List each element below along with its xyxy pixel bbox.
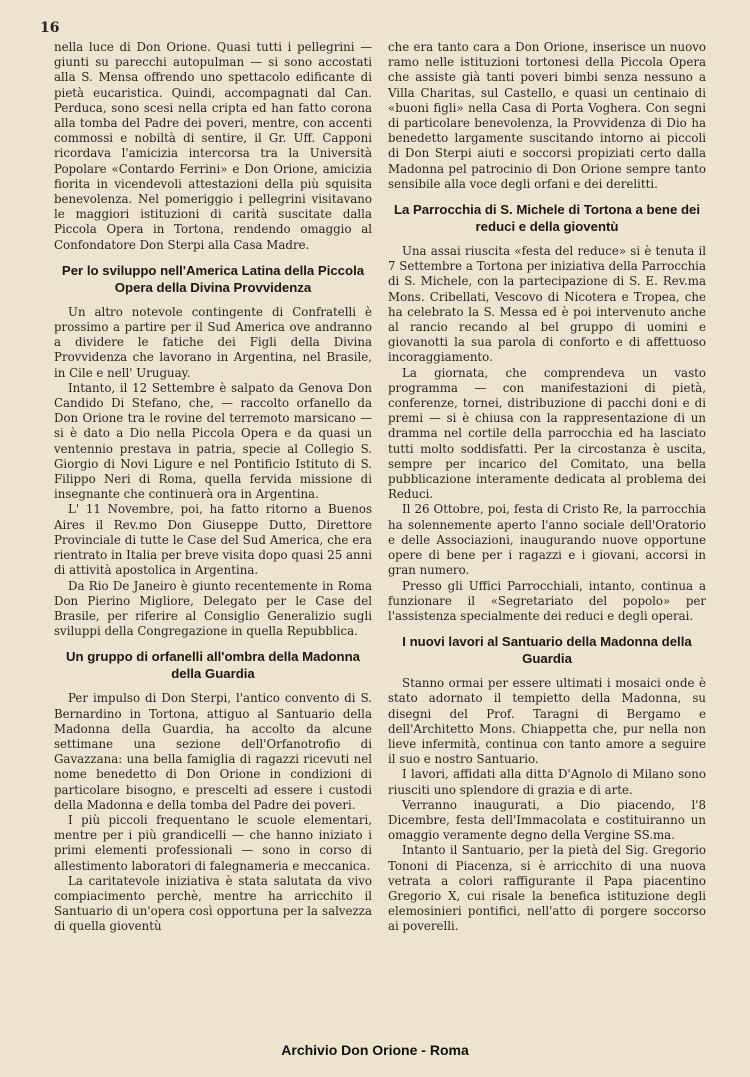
paragraph: Un altro notevole contingente di Confratelli è prossimo a partire per il Sud America ove andranno a dividere le fatiche dei Figli della Divina Provvidenza che lavorano in Argentina, nel Brasile, in Cile e nell' Uruguay. [54,304,372,380]
paragraph: Una assai riuscita «festa del reduce» si è tenuta il 7 Settembre a Tortona per iniziativa della Parrocchia di S. Michele, con la partecipazione di S. E. Rev.ma Mons. Cribellati, Vescovo di Nicotera e Tropea, che ha celebrato la S. Messa ed è poi intervenuto anche al rancio recando al bel gruppo di uomini e giovanotti la sua parola di conforto e di affettuoso incoraggiamento. [388,244,706,365]
paragraph: Presso gli Uffici Parrocchiali, intanto, continua a funzionare il «Segretariato del popolo» per l'assistenza specialmente dei reduci e degli operai. [388,578,706,623]
left-column [54,40,372,935]
paragraph: I più piccoli frequentano le scuole elementari, mentre per i più grandicelli — che hanno iniziato i primi elementi professionali — sono in corso di allestimento laboratori di falegnameria e meccanica. [54,812,372,873]
right-column [388,40,706,935]
section-heading: Un gruppo di orfanelli all'ombra della Madonna della Guardia [65,649,360,682]
section-heading: La Parrocchia di S. Michele di Tortona a bene dei reduci e della gioventù [393,202,701,235]
paragraph: Intanto il Santuario, per la pietà del Sig. Gregorio Tononi di Piacenza, si è arricchito di una nuova vetrata a colori raffigurante il Papa piacentino Gregorio X, cui risale la benefica istituzione degli elemosinieri pontifici, nell'atto di porgere soccorso ai poverelli. [388,843,706,934]
paragraph: nella luce di Don Orione. Quasi tutti i pellegrini — giunti su parecchi autopulman — si sono accostati alla S. Mensa offrendo uno spettacolo edificante di pietà eucaristica. Quindi, accompagnati dal Can. Perduca, sono scesi nella cripta ed han fatto corona alla tomba del Padre dei poveri, mentre, con accenti commossi e nobiltà di sentire, il Gr. Uff. Capponi ricordava l'amicizia intercorsa tra la Università Popolare «Contardo Ferrini» e Don Orione, amicizia fiorita in vicendevoli attestazioni della più squisita benevolenza. Nel pomeriggio i pellegrini visitavano le maggiori istituzioni di carità suscitate dalla Piccola Opera in Tortona, rendendo omaggio al Confondatore Don Sterpi alla Casa Madre. [54,40,372,252]
section-heading: Per lo sviluppo nell'America Latina della Piccola Opera della Divina Provvidenza [61,262,365,295]
paragraph: Da Rio De Janeiro è giunto recentemente in Roma Don Pierino Migliore, Delegato per le Case del Brasile, per riferire al Consiglio Generalizio sugli sviluppi della Congregazione in quella Repubblica. [54,578,372,639]
archive-footer: Archivio Don Orione - Roma [281,1042,469,1058]
paragraph: I lavori, affidati alla ditta D'Agnolo di Milano sono riusciti uno splendore di grazia e di arte. [388,767,706,797]
paragraph: Stanno ormai per essere ultimati i mosaici onde è stato adornato il tempietto della Madonna, su disegni del Prof. Taragni di Bergamo e dell'Architetto Mons. Chiappetta che, pur nella non lieve infermità, continua con tanto amore a seguire il suo e nostro Santuario. [388,676,706,767]
paragraph: La giornata, che comprendeva un vasto programma — con manifestazioni di pietà, conferenze, tornei, distribuzione di pacchi doni e di premi — si è chiusa con la rappresentazione di un dramma nel cortile della parrocchia ed ha lasciato tutti molto soddisfatti. Per la circostanza è uscita, sempre per incarico del Comitato, una bella pubblicazione interamente dedicata al problema dei Reduci. [388,365,706,502]
paragraph: Per impulso di Don Sterpi, l'antico convento di S. Bernardino in Tortona, attiguo al Santuario della Madonna della Guardia, ha accolto da alcune settimane una sezione dell'Orfanotrofio di Gavazzana: una bella famiglia di ragazzi ricevuti nel nome benedetto di Don Orione in condizioni di particolare bisogno, e prescelti ad essere i custodi della Madonna e della tomba del Padre dei poveri. [54,691,372,812]
paragraph: Verranno inaugurati, a Dio piacendo, l'8 Dicembre, festa dell'Immacolata e costituiranno un omaggio veramente degno della Vergine SS.ma. [388,797,706,843]
paragraph: L' 11 Novembre, poi, ha fatto ritorno a Buenos Aires il Rev.mo Don Giuseppe Dutto, Direttore Provinciale di tutte le Case del Sud America, che era rientrato in Italia per breve visita dopo quasi 25 anni di attività apostolica in Argentina. [54,502,372,578]
page-number: 16 [40,20,60,36]
paragraph: Il 26 Ottobre, poi, festa di Cristo Re, la parrocchia ha solennemente aperto l'anno sociale dell'Oratorio e delle Associazioni, inaugurando nuove opportune opere di bene per i ragazzi e i giovani, accorsi in gran numero. [388,502,706,578]
paragraph: La caritatevole iniziativa è stata salutata da vivo compiacimento perchè, mentre ha arricchito il Santuario di un'opera così opportuna per la salvezza di quella gioventù [54,873,372,934]
section-heading: I nuovi lavori al Santuario della Madonna della Guardia [402,634,692,667]
paragraph: Intanto, il 12 Settembre è salpato da Genova Don Candido Di Stefano, che, — raccolto orfanello da Don Orione tra le rovine del terremoto marsicano — si è dato a Dio nella Piccola Opera e da quasi un ventennio prestava in patria, specie al Collegio S. Giorgio di Novi Ligure e nel Pontificio Istituto di S. Filippo Neri di Roma, quella fervida missione di insegnante che continuerà ora in Argentina. [54,380,372,502]
paragraph: che era tanto cara a Don Orione, inserisce un nuovo ramo nelle istituzioni tortonesi della Piccola Opera che assiste già tanti poveri bimbi senza nessuno a Villa Charitas, sul Castello, e quasi un centinaio di «buoni figli» nella Casa di Porta Voghera. Con segni di particolare benevolenza, la Provvidenza di Dio ha benedetto largamente suscitando intorno ai piccoli di Don Sterpi aiuti e soccorsi propiziati certo dalla Madonna pel patrocinio di Don Orione sempre tanto sensibile alla voce degli orfani e dei derelitti. [388,40,706,191]
